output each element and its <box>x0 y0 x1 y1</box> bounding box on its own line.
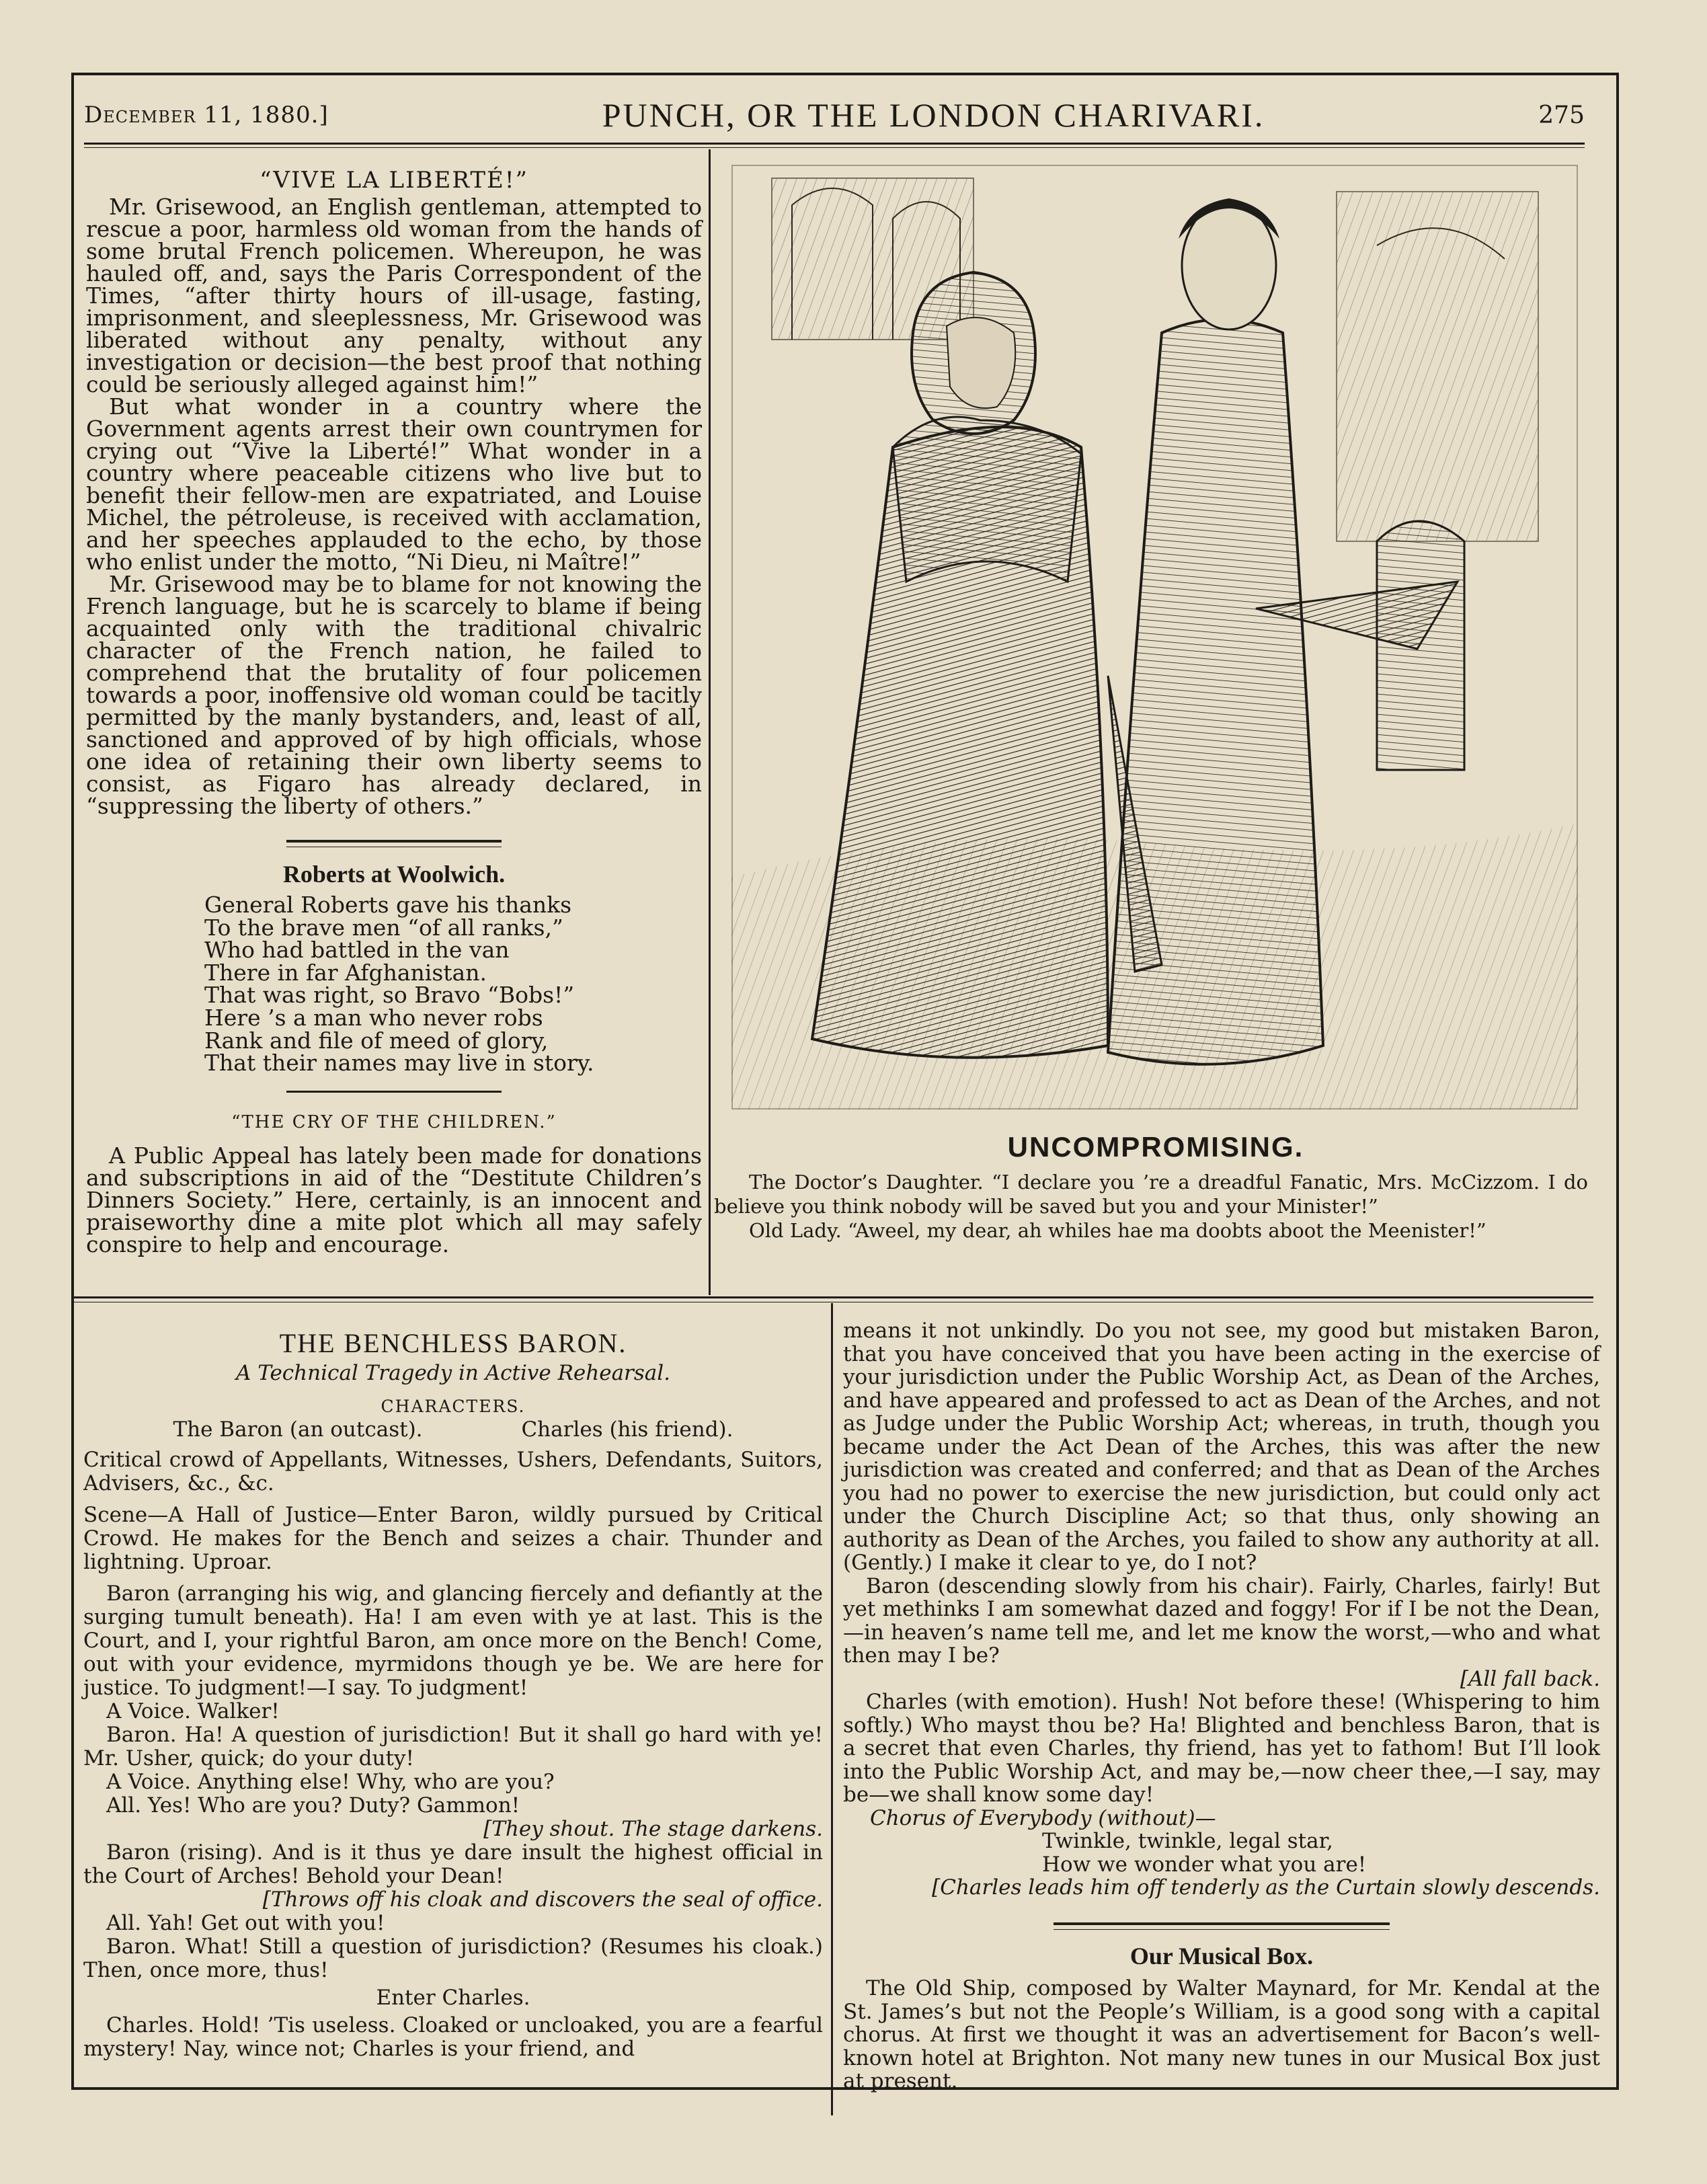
gravestone <box>1377 521 1464 770</box>
section-rule <box>286 1091 502 1093</box>
chorus-line: Chorus of Everybody (without)— <box>870 1805 1216 1830</box>
left-column-top <box>86 169 702 1255</box>
character-baron: The Baron (an outcast). <box>173 1417 423 1442</box>
scene-direction: Scene—A Hall of Justice—Enter Baron, wildly pursued by Critical Crowd. He makes for the Bench and seizes a chair. Thunder and lightning. Uproar. <box>83 1503 823 1574</box>
dialogue-line: Baron (arranging his wig, and glancing fiercely and defiantly at the surging tumult beneath). Ha! I am even with ye at last. This is the Court, and I, your rightful Baron, am once more on the Bench! Come, out with your evidence, myrmidons though ye be. We are here for justice. To judgment!—I say. To judgment! <box>83 1582 823 1700</box>
stage-direction: [They shout. The stage darkens. <box>483 1817 823 1841</box>
baron-title: THE BENCHLESS BARON. <box>279 1328 627 1358</box>
vive-paragraph-1: Mr. Grisewood, an English gentleman, attempted to rescue a poor, harmless old woman from the hands of some brutal French policemen. Whereupon, he was hauled off, and, says the Paris Correspondent of the Times, “after thirty hours of ill-usage, fasting, imprisonment, and sleeplessness, Mr. Grisewood was liberated without any penalty, without any investigation or decision—the best proof that nothing could be seriously alleged against him!” <box>86 194 702 397</box>
dialogue-line: means it not unkindly. Do you not see, my good but mistaken Baron, that you have conceived that you have been acting in the exercise of your jurisdiction under the Public Worship Act, as Dean of the Arches, and have appeared and professed to act as Dean of the Arches, and not as Judge under the Public Worship Act; whereas, in truth, though you became under the Act Dean of the Arches, this was after the new jurisdiction was created and conferred; and that as Dean of the Arches you had no power to exercise the new jurisdiction, but could only act under the Church Discipline Act; so that thus, only showing an authority as Dean of the Arches, you failed to show any authority at all. (Gently.) I make it clear to ye, do I not? <box>843 1319 1600 1575</box>
dialogue-line: Baron (descending slowly from his chair). Fairly, Charles, fairly! But yet methinks I am somewhat dazed and foggy! For if I be not the Dean,—in heaven’s name tell me, and let me know the worst,—who and what then may I be? <box>843 1573 1600 1668</box>
masthead-title: PUNCH, OR THE LONDON CHARIVARI. <box>602 96 1265 134</box>
section-divider <box>74 1296 1593 1298</box>
dialogue-line: All. Yes! Who are you? Duty? Gammon! <box>106 1793 520 1818</box>
caption-old-lady: Old Lady. “Aweel, my dear, ah whiles hae ma doobts aboot the Meenister!” <box>749 1219 1486 1242</box>
cry-title: “THE CRY OF THE CHILDREN.” <box>231 1112 557 1132</box>
section-rule <box>1054 1922 1390 1925</box>
poem-line: There in far Afghanistan. <box>204 959 487 986</box>
old-lady-figure <box>812 272 1108 1058</box>
roberts-title: Roberts at Woolwich. <box>282 861 506 888</box>
musical-box-title: Our Musical Box. <box>1129 1942 1314 1970</box>
crowd-line: Critical crowd of Appellants, Witnesses, Ushers, Defendants, Suitors, Advisers, &c., &c. <box>83 1448 823 1495</box>
vive-paragraph-3: Mr. Grisewood may be to blame for not knowing the French language, but he is scarcely to blame if being acquainted only with the traditional chivalric character of the French nation, he failed to comprehend that the brutality of four policemen towards a poor, inoffensive old woman could be tacitly permitted by the manly bystanders, and, least of all, sanctioned and approved of by high officials, whose one idea of retaining their own liberty seems to consist, as Figaro has already declared, in “suppressing the liberty of others.” <box>86 571 702 819</box>
baron-subtitle: A Technical Tragedy in Active Rehearsal. <box>235 1361 671 1385</box>
poem-line: General Roberts gave his thanks <box>204 892 572 918</box>
column-divider-top <box>709 149 711 1295</box>
enter-charles: Enter Charles. <box>376 1986 530 2010</box>
stage-direction: [Throws off his cloak and discovers the seal of office. <box>262 1887 823 1912</box>
poem-line: Here ’s a man who never robs <box>204 1004 543 1031</box>
baron-column-left <box>83 1328 823 2061</box>
poem-line: That their names may live in story. <box>204 1050 594 1077</box>
stage-direction: [Charles leads him off tenderly as the Curtain slowly descends. <box>932 1875 1600 1900</box>
page-header <box>84 91 1585 139</box>
page-number: 275 <box>1538 101 1585 129</box>
song-line: How we wonder what you are! <box>1042 1852 1367 1877</box>
dialogue-line: All. Yah! Get out with you! <box>106 1911 385 1935</box>
stage-direction: [All fall back. <box>1460 1666 1600 1691</box>
poem-line: That was right, so Bravo “Bobs!” <box>204 982 575 1009</box>
young-woman-figure <box>1108 198 1323 1064</box>
issue-date: December 11, 1880.] <box>84 102 329 128</box>
character-charles: Charles (his friend). <box>521 1417 733 1442</box>
section-rule <box>286 840 502 843</box>
dialogue-line: A Voice. Walker! <box>106 1699 280 1723</box>
cry-body: A Public Appeal has lately been made for donations and subscriptions in aid of the “Destitute Children’s Dinners Society.” Here, certainly, is an innocent and praiseworthy dine a mite plot which all may safely conspire to help and encourage. <box>86 1142 702 1257</box>
song-line: Twinkle, twinkle, legal star, <box>1042 1829 1333 1853</box>
header-rule <box>84 143 1585 145</box>
poem-line: Who had battled in the van <box>204 937 510 964</box>
poem-line: To the brave men “of all ranks,” <box>204 914 563 941</box>
characters-row <box>83 1418 823 1442</box>
musical-box-body: The Old Ship, composed by Walter Maynard, for Mr. Kendal at the St. James’s but not the People’s William, is a good song with a capital chorus. At first we thought it was an advertisement for Bacon’s well-known hotel at Brighton. Not many new tunes in our Musical Box just at present. <box>843 1976 1600 2093</box>
dialogue-line: Baron. What! Still a question of jurisdiction? (Resumes his cloak.) Then, once more, thus! <box>83 1935 823 1982</box>
vive-paragraph-2: But what wonder in a country where the Government agents arrest their own countrymen for crying out “Vive la Liberté!” What wonder in a country where peaceable citizens who live but to benefit their fellow-men are expatriated, and Louise Michel, the pétroleuse, is received with acclamation, and her speeches applauded to the echo, by those who enlist under the motto, “Ni Dieu, ni Maître!” <box>86 393 702 575</box>
section-rule-thin <box>1054 1929 1390 1930</box>
dialogue-line: A Voice. Anything else! Why, who are you? <box>106 1770 555 1794</box>
cartoon-caption <box>714 1170 1588 1243</box>
poem-line: Rank and file of meed of glory, <box>204 1027 549 1054</box>
dialogue-line: Charles (with emotion). Hush! Not before these! (Whispering to him softly.) Who mayst thou be? Ha! Blighted and benchless Baron, that is a secret that even Charles, thy friend, has yet to fathom! But I’ll look into the Public Worship Act, and may be,—now cheer thee,—I say, may be—we shall know some day! <box>843 1690 1600 1807</box>
dialogue-line: Baron. Ha! A question of jurisdiction! But it shall go hard with ye! Mr. Usher, quick; do your duty! <box>83 1723 823 1770</box>
column-divider-bottom <box>831 1303 833 2115</box>
dialogue-line: Charles. Hold! ’Tis useless. Cloaked or uncloaked, you are a fearful mystery! Nay, wince not; Charles is your friend, and <box>83 2013 823 2061</box>
header-rule-thin <box>84 147 1585 148</box>
caption-doctors-daughter: The Doctor’s Daughter. “I declare you ’re a dreadful Fanatic, Mrs. McCizzom. I do believe you think nobody will be saved but you and your Minister!” <box>714 1171 1588 1218</box>
characters-label: CHARACTERS. <box>381 1397 526 1416</box>
roberts-poem <box>86 894 702 1075</box>
vive-title: “VIVE LA LIBERTÉ!” <box>260 167 528 194</box>
dialogue-line: Baron (rising). And is it thus ye dare insult the highest official in the Court of Arches! Behold your Dean! <box>83 1840 823 1888</box>
cartoon-illustration <box>731 165 1578 1109</box>
baron-column-right <box>843 1319 1600 2093</box>
cartoon-title: UNCOMPROMISING. <box>1007 1131 1304 1163</box>
